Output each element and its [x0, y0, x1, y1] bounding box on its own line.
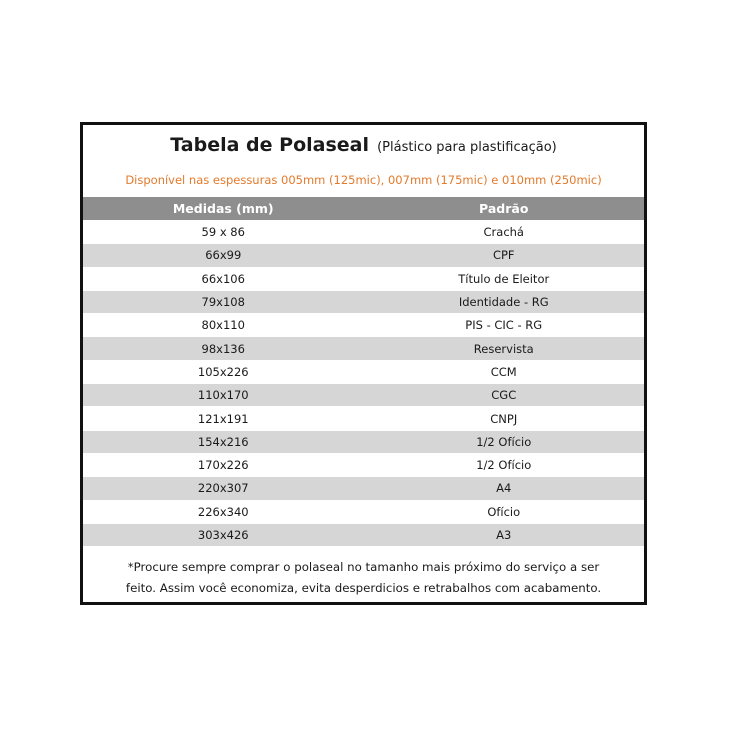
cell-measures: 66x99	[205, 248, 242, 263]
cell-measures: 66x106	[201, 271, 245, 286]
header-measures: Medidas (mm)	[172, 201, 274, 216]
header-standard: Padrão	[479, 201, 529, 216]
title-subtitle: (Plástico para plastificação)	[377, 140, 557, 155]
cell-standard: CPF	[492, 248, 515, 263]
cell-measures: 98x136	[201, 341, 245, 356]
table-header-row	[83, 197, 644, 221]
table-row	[83, 501, 644, 524]
title-main: Tabela de Polaseal	[170, 134, 369, 156]
sizes-table	[83, 197, 644, 547]
footnote-line-1: *Procure sempre comprar o polaseal no tamanho mais próximo do serviço a ser	[127, 560, 600, 574]
table-row	[83, 314, 644, 337]
cell-measures: 80x110	[201, 318, 245, 333]
table-row	[83, 524, 644, 547]
table-row	[83, 431, 644, 454]
cell-measures: 303x426	[197, 528, 249, 542]
cell-standard: 1/2 Ofício	[476, 434, 532, 449]
cell-measures: 59 x 86	[201, 225, 245, 240]
table-row	[83, 454, 644, 477]
footnote	[83, 557, 644, 599]
cell-standard: A3	[496, 528, 512, 542]
cell-measures: 170x226	[197, 458, 249, 473]
cell-standard: 1/2 Ofício	[476, 458, 532, 473]
table-row	[83, 361, 644, 384]
cell-standard: Ofício	[487, 504, 521, 519]
page-title	[83, 134, 644, 156]
footnote-line-2: feito. Assim você economiza, evita desperdicios e retrabalhos com acabamento.	[125, 581, 602, 595]
cell-standard: CCM	[490, 364, 517, 379]
table-row	[83, 337, 644, 360]
cell-standard: CGC	[491, 388, 517, 403]
cell-standard: Identidade - RG	[458, 295, 549, 310]
cell-measures: 110x170	[197, 388, 249, 403]
table-row	[83, 221, 644, 244]
table-row	[83, 477, 644, 500]
cell-standard: Título de Eleitor	[458, 271, 550, 286]
table-row	[83, 268, 644, 291]
cell-measures: 79x108	[201, 295, 245, 310]
cell-standard: Crachá	[483, 225, 524, 240]
cell-standard: Reservista	[473, 341, 534, 356]
cell-measures: 121x191	[197, 411, 249, 426]
table-row	[83, 244, 644, 267]
table-row	[83, 407, 644, 430]
cell-standard: PIS - CIC - RG	[465, 318, 543, 333]
cell-measures: 154x216	[197, 434, 249, 449]
cell-standard: A4	[496, 481, 512, 496]
polaseal-table-card	[80, 122, 647, 605]
table-row	[83, 291, 644, 314]
cell-standard: CNPJ	[490, 411, 518, 426]
table-row	[83, 384, 644, 407]
cell-measures: 105x226	[197, 364, 249, 379]
cell-measures: 226x340	[197, 504, 249, 519]
availability-note: Disponível nas espessuras 005mm (125mic), 007mm (175mic) e 010mm (250mic)	[125, 173, 602, 187]
cell-measures: 220x307	[197, 481, 249, 496]
